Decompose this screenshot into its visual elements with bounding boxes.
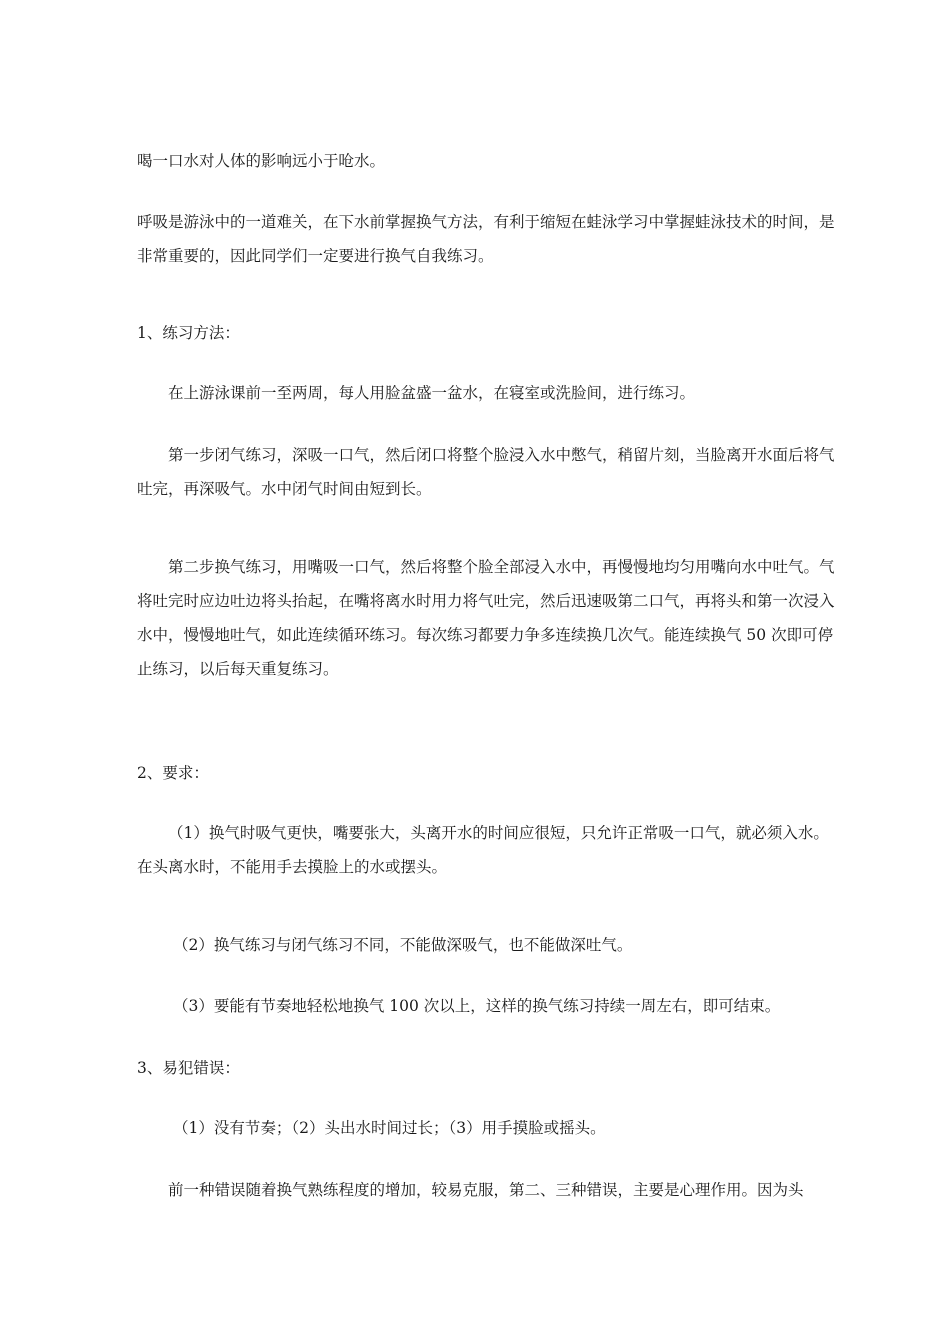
- paragraph-intro: 喝一口水对人体的影响远小于呛水。: [137, 152, 386, 170]
- heading-common-errors: 3、易犯错误：: [137, 1059, 240, 1077]
- requirement-item-2: （2）换气练习与闭气练习不同，不能做深吸气，也不能做深吐气。: [173, 936, 633, 954]
- paragraph-practice-time: 在上游泳课前一至两周，每人用脸盆盛一盆水，在寝室或洗脸间，进行练习。: [168, 384, 696, 402]
- errors-list: （1）没有节奏；（2）头出水时间过长；（3）用手摸脸或摇头。: [173, 1119, 606, 1137]
- paragraph-step-one: 第一步闭气练习，深吸一口气，然后闭口将整个脸浸入水中憋气，稍留片刻，当脸离开水面后将气吐完，再深吸气。水中闭气时间由短到长。: [137, 446, 835, 498]
- heading-requirements: 2、要求：: [137, 764, 209, 782]
- paragraph-breathing: 呼吸是游泳中的一道难关，在下水前掌握换气方法，有利于缩短在蛙泳学习中掌握蛙泳技术的时间，是非常重要的，因此同学们一定要进行换气自我练习。: [137, 213, 835, 265]
- requirement-item-3: （3）要能有节奏地轻松地换气 100 次以上，这样的换气练习持续一周左右，即可结束。: [173, 997, 781, 1015]
- paragraph-errors-explanation: 前一种错误随着换气熟练程度的增加，较易克服，第二、三种错误，主要是心理作用。因为头: [168, 1181, 804, 1199]
- paragraph-step-two: 第二步换气练习，用嘴吸一口气，然后将整个脸全部浸入水中，再慢慢地均匀用嘴向水中吐气。气将吐完时应边吐边将头抬起，在嘴将离水时用力将气吐完，然后迅速吸第二口气，再将头和第一次浸入水中，慢慢地吐气，如此连续循环练习。每次练习都要力争多连续换几次气。能连续换气 50 次即可停止练习，以后每天重复练习。: [137, 558, 835, 678]
- heading-practice-method: 1、练习方法：: [137, 324, 240, 342]
- requirement-item-1: （1）换气时吸气更快，嘴要张大，头离开水的时间应很短，只允许正常吸一口气，就必须入水。在头离水时，不能用手去摸脸上的水或摆头。: [137, 824, 829, 876]
